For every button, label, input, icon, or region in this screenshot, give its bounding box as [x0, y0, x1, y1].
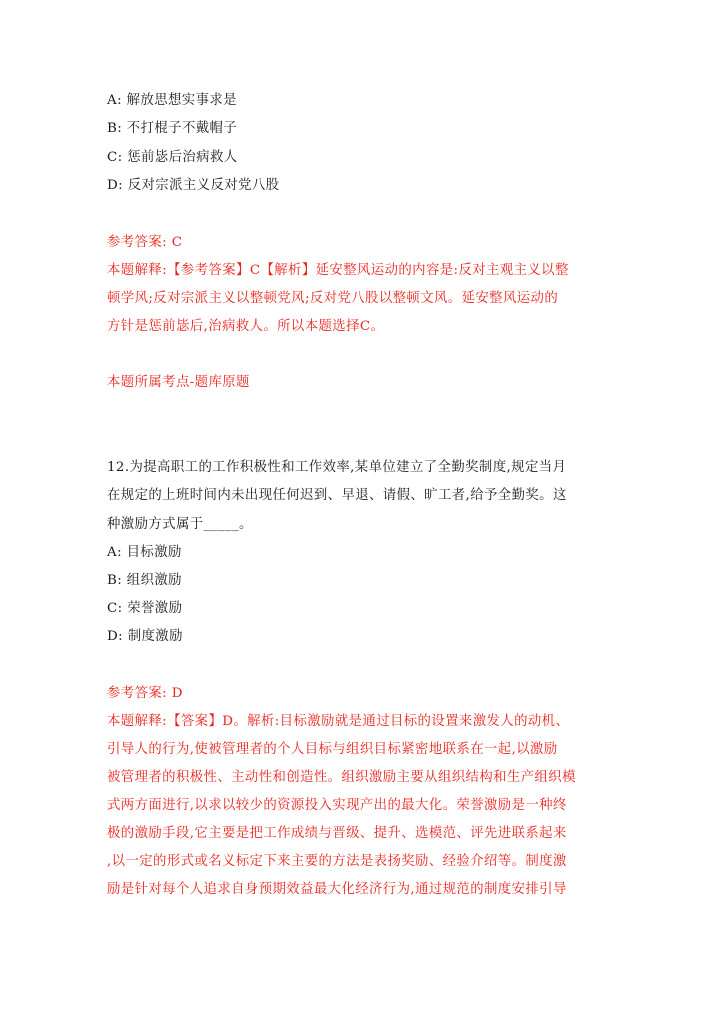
option-d: D: 反对宗派主义反对党八股 [107, 178, 280, 193]
question-stem: 种激励方式属于_____。 [107, 517, 253, 532]
explanation-line: 本题解释:【参考答案】C【解析】延安整风运动的内容是:反对主观主义以整 [107, 263, 569, 278]
explanation-line: 方针是惩前毖后,治病救人。所以本题选择C。 [107, 319, 385, 334]
explanation-line: 本题解释:【答案】D。解析:目标激励就是通过目标的设置来激发人的动机、 [107, 714, 570, 729]
explanation-line: ,以一定的形式或名义标定下来主要的方法是表扬奖励、经验介绍等。制度激 [107, 854, 567, 869]
explanation-line: 顿学风;反对宗派主义以整顿党风;反对党八股以整顿文风。延安整风运动的 [107, 291, 559, 306]
option-a: A: 目标激励 [107, 545, 182, 560]
answer-label: 参考答案: D [107, 686, 183, 701]
topic-label: 本题所属考点-题库原题 [107, 375, 250, 390]
option-b: B: 不打棍子不戴帽子 [107, 121, 238, 136]
explanation-line: 式两方面进行,以求以较少的资源投入实现产出的最大化。荣誉激励是一种终 [107, 798, 567, 813]
option-b: B: 组织激励 [107, 573, 182, 588]
explanation-line: 极的激励手段,它主要是把工作成绩与晋级、提升、选模范、评先进联系起来 [107, 826, 567, 841]
option-c: C: 惩前毖后治病救人 [107, 150, 238, 165]
option-d: D: 制度激励 [107, 629, 183, 644]
question-stem: 在规定的上班时间内未出现任何迟到、早退、请假、旷工者,给予全勤奖。这 [107, 488, 567, 503]
option-a: A: 解放思想实事求是 [107, 93, 237, 108]
explanation-line: 被管理者的积极性、主动性和创造性。组织激励主要从组织结构和生产组织模 [107, 770, 576, 785]
explanation-line: 励是针对每个人追求自身预期效益最大化经济行为,通过规范的制度安排引导 [107, 882, 567, 897]
explanation-line: 引导人的行为,使被管理者的个人目标与组织目标紧密地联系在一起,以激励 [107, 742, 558, 757]
question-stem: 12.为提高职工的工作积极性和工作效率,某单位建立了全勤奖制度,规定当月 [107, 460, 567, 475]
answer-label: 参考答案: C [107, 235, 183, 250]
option-c: C: 荣誉激励 [107, 601, 183, 616]
